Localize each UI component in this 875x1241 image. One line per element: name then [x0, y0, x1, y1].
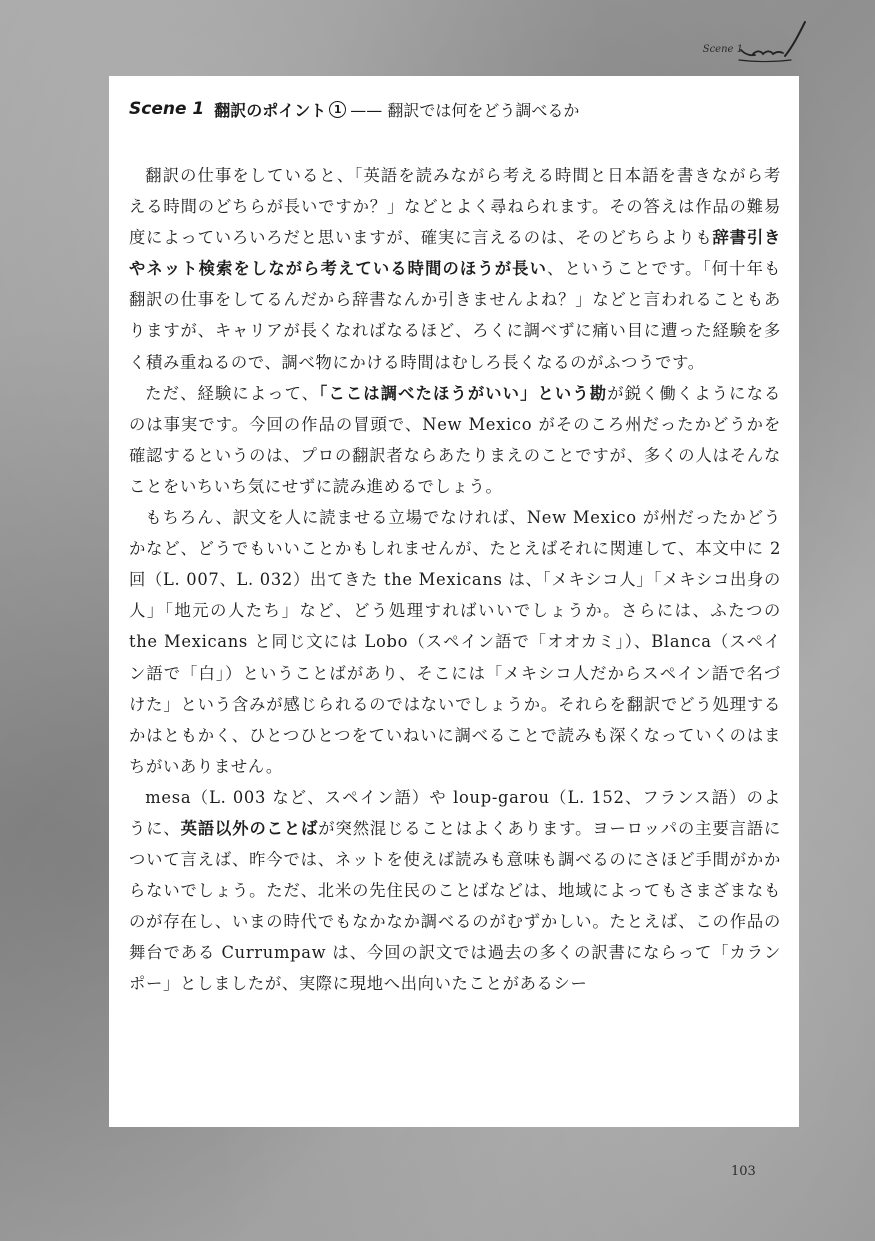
paragraph-text: が突然混じることはよくあります。ヨーロッパの主要言語について言えば、昨今では、ネットを使えば読みも意味も調べるのにさほど手間がかからないでしょう。ただ、北米の先住民のことばなどは、地域によってもさまざまなものが存在し、いまの時代でもなかなか調べるのがむずかしい。たとえば、この作品の舞台である Currumpaw は、今回の訳文では過去の多くの訳書にならって「カランポー」としましたが、実際に現地へ出向いたことがあるシー [129, 818, 781, 994]
body-text [129, 160, 781, 1000]
paragraph-text: 翻訳の仕事をしていると、「英語を読みながら考える時間と日本語を書きながら考える時間のどちらが長いですか？」などとよく尋ねられます。その答えは作品の難易度によっていろいろだと思いますが、確実に言えるのは、そのどちらよりも [129, 166, 781, 248]
body-paragraph [129, 160, 781, 378]
paragraph-text: が鋭く働くようになるのは事実です。今回の作品の冒頭で、New Mexico がそのころ州だったかどうかを確認するというのは、プロの翻訳者ならあたりまえのことですが、多くの人はそんなことをいちいち気にせずに読み進めるでしょう。 [129, 383, 781, 496]
signature-ornament-icon [735, 20, 815, 70]
emphasis-text: 「ここは調べたほうがいい」という勘 [319, 383, 608, 403]
scene-label: Scene 1 [129, 99, 205, 119]
paragraph-text: もちろん、訳文を人に読ませる立場でなければ、New Mexico が州だったかどうかなど、どうでもいいことかもしれませんが、たとえばそれに関連して、本文中に 2 回（L. 007、L. 032）出てきた the Mexicans は、「メキシコ人」「メキシコ出身の人」「地元の人たち」など、どう処理すればいいでしょうか。さらには、ふたつの the Mexicans と同じ文には Lobo（スペイン語で「オオカミ」）、Blanca（スペイン語で「白」）ということばがあり、そこには「メキシコ人だからスペイン語で名づけた」という含みが感じられるのではないでしょうか。それらを翻訳でどう処理するかはともかく、ひとつひとつをていねいに調べることで読みも深くなっていくのはまちがいありません。 [129, 508, 781, 776]
page-number: 103 [731, 1164, 756, 1179]
body-paragraph [129, 782, 781, 1000]
section-subtitle: —— 翻訳では何をどう調べるか [350, 100, 580, 120]
content-panel [109, 76, 799, 1127]
paragraph-text: mesa（L. 003 など、スペイン語）や loup-garou（L. 152、フランス語）のように、 [129, 787, 781, 838]
emphasis-text: 英語以外のことば [180, 818, 319, 838]
running-head [685, 38, 835, 68]
running-head-label: Scene 1 [702, 44, 743, 55]
point-number-badge: 1 [329, 101, 346, 118]
emphasis-text: 辞書引きやネット検索をしながら考えている時間のほうが長い [129, 228, 781, 279]
paragraph-text: 、ということです。「何十年も翻訳の仕事をしてるんだから辞書なんか引きませんよね？」などと言われることもありますが、キャリアが長くなればなるほど、ろくに調べずに痛い目に遭った経験を多く積み重ねるので、調べ物にかける時間はむしろ長くなるのがふつうです。 [129, 259, 781, 372]
body-paragraph [129, 378, 781, 502]
section-heading [129, 92, 781, 126]
body-paragraph [129, 502, 781, 782]
section-title: 翻訳のポイント [214, 100, 327, 120]
paragraph-text: ただ、経験によって、 [145, 383, 320, 403]
